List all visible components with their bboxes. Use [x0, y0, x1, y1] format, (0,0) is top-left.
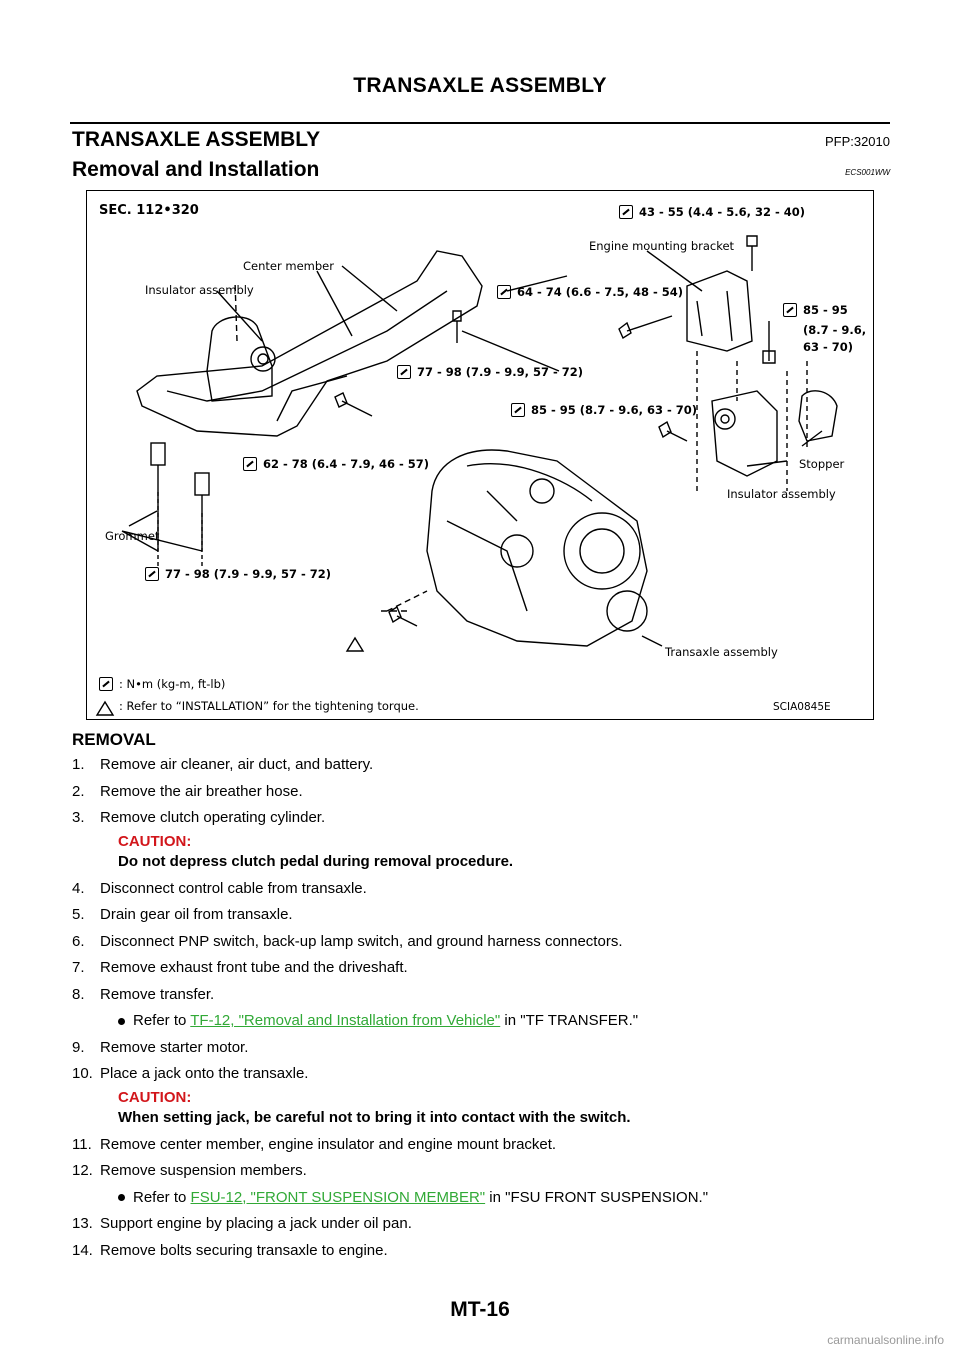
wrench-icon	[511, 403, 525, 417]
caution-text: When setting jack, be careful not to bring it into contact with the switch.	[118, 1108, 631, 1126]
label-transaxle: Transaxle assembly	[665, 645, 778, 659]
pfp-code: PFP:32010	[824, 134, 890, 149]
ecs-code: ECS001WW	[845, 168, 890, 177]
torque-callout-5: 85 - 95 (8.7 - 9.6, 63 - 70)	[511, 403, 697, 417]
reference-bullet: Refer to TF-12, "Removal and Installation from Vehicle" in "TF TRANSFER."	[72, 1008, 902, 1035]
wrench-icon	[783, 303, 797, 317]
torque-callout-1: 43 - 55 (4.4 - 5.6, 32 - 40)	[619, 205, 805, 219]
torque-callout-6: 62 - 78 (6.4 - 7.9, 46 - 57)	[243, 457, 429, 471]
removal-steps	[72, 752, 902, 1264]
bullet-icon	[118, 1194, 125, 1201]
bullet-icon	[118, 1018, 125, 1025]
wrench-icon	[497, 285, 511, 299]
removal-heading: REMOVAL	[72, 730, 156, 749]
list-item: 13. Support engine by placing a jack under oil pan.	[72, 1215, 412, 1232]
list-item: 7. Remove exhaust front tube and the driveshaft.	[72, 959, 408, 976]
diagram-drawing	[87, 191, 874, 720]
exploded-diagram	[86, 190, 874, 720]
reference-bullet: Refer to FSU-12, "FRONT SUSPENSION MEMBER" in "FSU FRONT SUSPENSION."	[72, 1185, 902, 1212]
list-item: 11. Remove center member, engine insulator and engine mount bracket.	[72, 1135, 557, 1153]
list-item: 1. Remove air cleaner, air duct, and battery.	[72, 756, 374, 773]
page-header-title: TRANSAXLE ASSEMBLY	[353, 74, 607, 97]
wrench-icon	[397, 365, 411, 379]
subsection-title: Removal and Installation	[72, 158, 320, 181]
legend-unit: : N•m (kg-m, ft-lb)	[99, 677, 225, 691]
list-item: 2. Remove the air breather hose.	[72, 782, 303, 800]
wrench-icon	[99, 677, 113, 691]
list-item: 5. Drain gear oil from transaxle.	[72, 906, 293, 923]
list-item: 4. Disconnect control cable from transaxle.	[72, 879, 367, 897]
list-item: 9. Remove starter motor.	[72, 1038, 249, 1056]
wrench-icon	[243, 457, 257, 471]
torque-callout-4: 77 - 98 (7.9 - 9.9, 57 - 72)	[397, 365, 583, 379]
label-insulator-right: Insulator assembly	[727, 487, 836, 501]
header-rule	[70, 122, 890, 124]
legend-note: : Refer to “INSTALLATION” for the tightening torque.	[119, 699, 419, 713]
label-insulator-left: Insulator assembly	[145, 283, 254, 297]
label-grommet: Grommet	[105, 529, 160, 543]
label-stopper: Stopper	[799, 457, 845, 471]
sec-label: SEC. 112•320	[99, 203, 199, 218]
torque-callout-7: 77 - 98 (7.9 - 9.9, 57 - 72)	[145, 567, 331, 581]
list-item: 14. Remove bolts securing transaxle to engine.	[72, 1241, 388, 1259]
caution-block	[72, 832, 902, 876]
figure-id: SCIA0845E	[773, 701, 831, 713]
torque-callout-2: 64 - 74 (6.6 - 7.5, 48 - 54)	[497, 285, 683, 299]
torque-callout-3-line2: (8.7 - 9.6,	[803, 323, 867, 337]
caution-block	[72, 1088, 902, 1132]
page-number: MT-16	[450, 1298, 510, 1321]
torque-callout-3: 85 - 95	[783, 303, 848, 317]
wrench-icon	[145, 567, 159, 581]
list-item: 3. Remove clutch operating cylinder.	[72, 809, 326, 826]
list-item: 10. Place a jack onto the transaxle.	[72, 1065, 309, 1082]
watermark: carmanualsonline.info	[827, 1333, 944, 1347]
section-title: TRANSAXLE ASSEMBLY	[72, 128, 321, 151]
wrench-icon	[619, 205, 633, 219]
list-item: 8. Remove transfer.	[72, 985, 215, 1003]
torque-callout-3-line3: 63 - 70)	[803, 340, 854, 354]
list-item: 12. Remove suspension members.	[72, 1162, 307, 1179]
caution-text: Do not depress clutch pedal during removal procedure.	[118, 852, 514, 870]
label-center-member: Center member	[243, 259, 334, 273]
fsu-12-link[interactable]: FSU-12, "FRONT SUSPENSION MEMBER"	[190, 1188, 486, 1206]
caution-label: CAUTION:	[118, 832, 192, 850]
list-item: 6. Disconnect PNP switch, back-up lamp switch, and ground harness connectors.	[72, 932, 623, 950]
label-engine-bracket: Engine mounting bracket	[589, 239, 735, 253]
caution-label: CAUTION:	[118, 1088, 192, 1106]
tf-12-link[interactable]: TF-12, "Removal and Installation from Vehicle"	[190, 1012, 501, 1029]
